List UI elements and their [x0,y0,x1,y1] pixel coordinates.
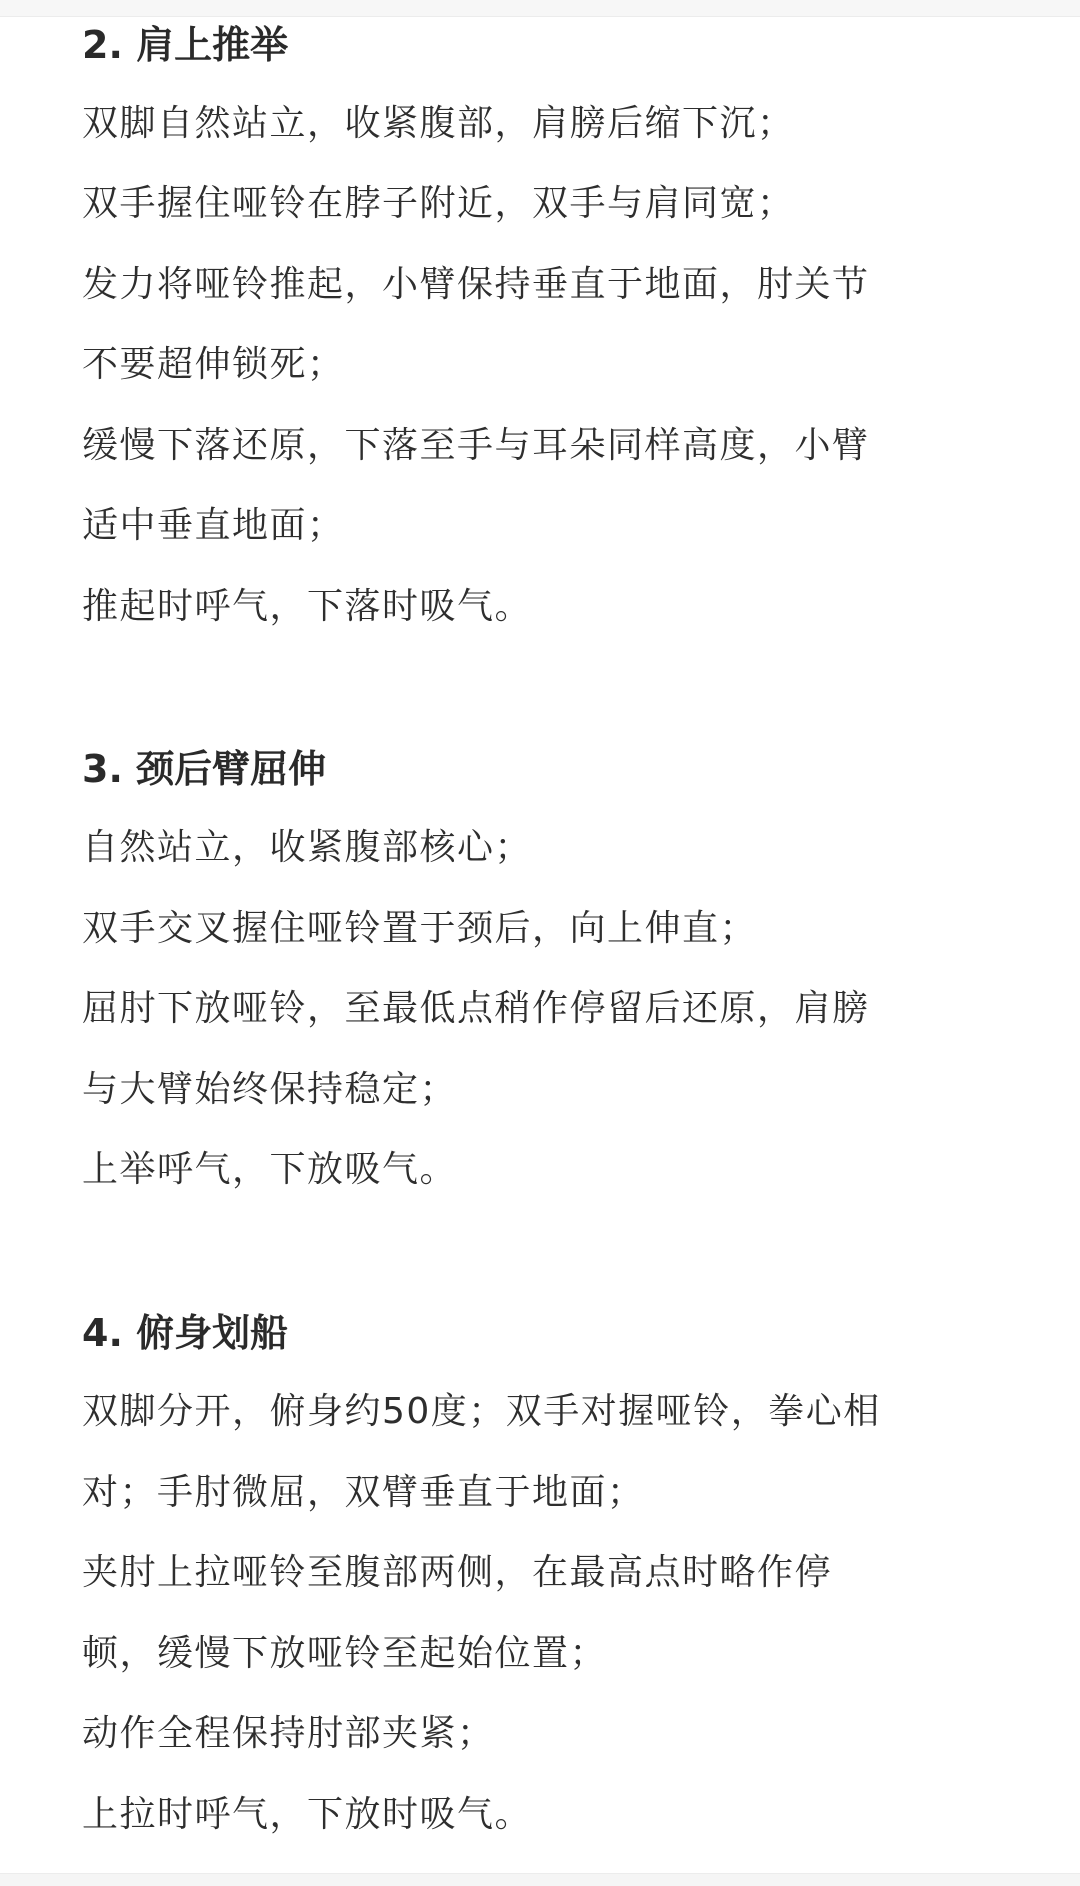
paragraph-line: 夹肘上拉哑铃至腹部两侧，在最高点时略作停 [82,1552,833,1593]
paragraph-line: 上拉时呼气，下放时吸气。 [82,1794,533,1835]
top-divider [0,0,1080,17]
paragraph-line: 顿，缓慢下放哑铃至起始位置； [82,1633,608,1674]
paragraph-line: 动作全程保持肘部夹紧； [82,1713,495,1754]
paragraph-line: 推起时呼气，下落时吸气。 [82,586,533,627]
section-title-bent-over-row: 4. 俯身划船 [82,1311,289,1355]
paragraph-line: 发力将哑铃推起，小臂保持垂直于地面，肘关节 [82,264,870,305]
paragraph-line: 上举呼气，下放吸气。 [82,1149,458,1190]
paragraph-line: 屈肘下放哑铃，至最低点稍作停留后还原，肩膀 [82,988,870,1029]
paragraph-line: 双脚自然站立，收紧腹部，肩膀后缩下沉； [82,103,795,144]
paragraph-line: 缓慢下落还原，下落至手与耳朵同样高度，小臂 [82,425,870,466]
paragraph-line: 自然站立，收紧腹部核心； [82,827,533,868]
paragraph-line: 双脚分开，俯身约50度；双手对握哑铃，拳心相 [82,1391,881,1432]
paragraph-line: 双手握住哑铃在脖子附近，双手与肩同宽； [82,183,795,224]
paragraph-line: 与大臂始终保持稳定； [82,1069,458,1110]
paragraph-line: 对；手肘微屈，双臂垂直于地面； [82,1472,645,1513]
paragraph-line: 不要超伸锁死； [82,344,345,385]
bottom-divider [0,1873,1080,1886]
paragraph-line: 适中垂直地面； [82,505,345,546]
section-title-shoulder-press: 2. 肩上推举 [82,23,289,67]
paragraph-line: 双手交叉握住哑铃置于颈后，向上伸直； [82,908,758,949]
section-title-overhead-extension: 3. 颈后臂屈伸 [82,747,327,791]
